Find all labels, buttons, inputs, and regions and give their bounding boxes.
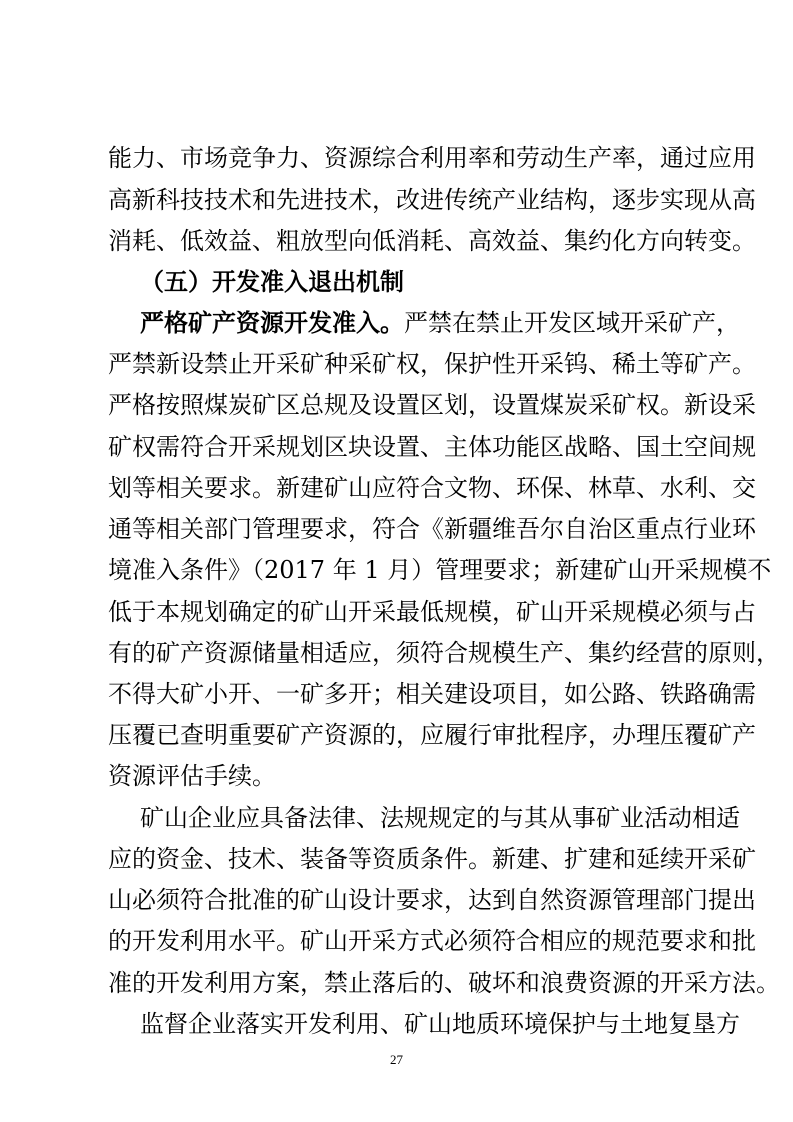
text-line: 压覆已查明重要矿产资源的，应履行审批程序，办理压覆矿产 <box>108 721 756 749</box>
text-line: 资源评估手续。 <box>108 762 276 790</box>
paragraph-first-line: 矿山企业应具备法律、法规规定的与其从事矿业活动相适 <box>140 804 740 832</box>
text-line: 严格按照煤炭矿区总规及设置区划，设置煤炭采矿权。新设采 <box>108 391 756 419</box>
section-heading: （五）开发准入退出机制 <box>140 267 404 296</box>
text-line: 准的开发利用方案，禁止落后的、破坏和浪费资源的开采方法。 <box>108 969 780 997</box>
lead-bold-text: 严格矿产资源开发准入。 <box>140 308 404 337</box>
text-line: 的开发利用水平。矿山开采方式必须符合相应的规范要求和批 <box>108 927 756 955</box>
text-line: 能力、市场竞争力、资源综合利用率和劳动生产率，通过应用 <box>108 144 756 172</box>
page-number: 27 <box>390 1052 403 1067</box>
text-line: 有的矿产资源储量相适应，须符合规模生产、集约经营的原则， <box>108 639 780 667</box>
text-line: 应的资金、技术、装备等资质条件。新建、扩建和延续开采矿 <box>108 845 756 873</box>
text-span: 严禁在禁止开发区域开采矿产， <box>404 309 740 337</box>
text-line: 划等相关要求。新建矿山应符合文物、环保、林草、水利、交 <box>108 474 756 502</box>
text-line: 山必须符合批准的矿山设计要求，达到自然资源管理部门提出 <box>108 886 756 914</box>
text-line: 不得大矿小开、一矿多开；相关建设项目，如公路、铁路确需 <box>108 680 756 708</box>
text-line: 通等相关部门管理要求，符合《新疆维吾尔自治区重点行业环 <box>108 515 756 543</box>
text-line: 消耗、低效益、粗放型向低消耗、高效益、集约化方向转变。 <box>108 227 756 255</box>
text-line: 严禁新设禁止开采矿种采矿权，保护性开采钨、稀土等矿产。 <box>108 350 756 378</box>
text-line: 境准入条件》（2017 年 1 月）管理要求；新建矿山开采规模不 <box>108 556 772 584</box>
text-line: 矿权需符合开采规划区块设置、主体功能区战略、国土空间规 <box>108 433 756 461</box>
text-line: 低于本规划确定的矿山开采最低规模，矿山开采规模必须与占 <box>108 598 756 626</box>
text-line: 高新科技技术和先进技术，改进传统产业结构，逐步实现从高 <box>108 186 756 214</box>
paragraph-first-line: 监督企业落实开发利用、矿山地质环境保护与土地复垦方 <box>140 1010 740 1038</box>
paragraph-first-line <box>140 303 740 343</box>
